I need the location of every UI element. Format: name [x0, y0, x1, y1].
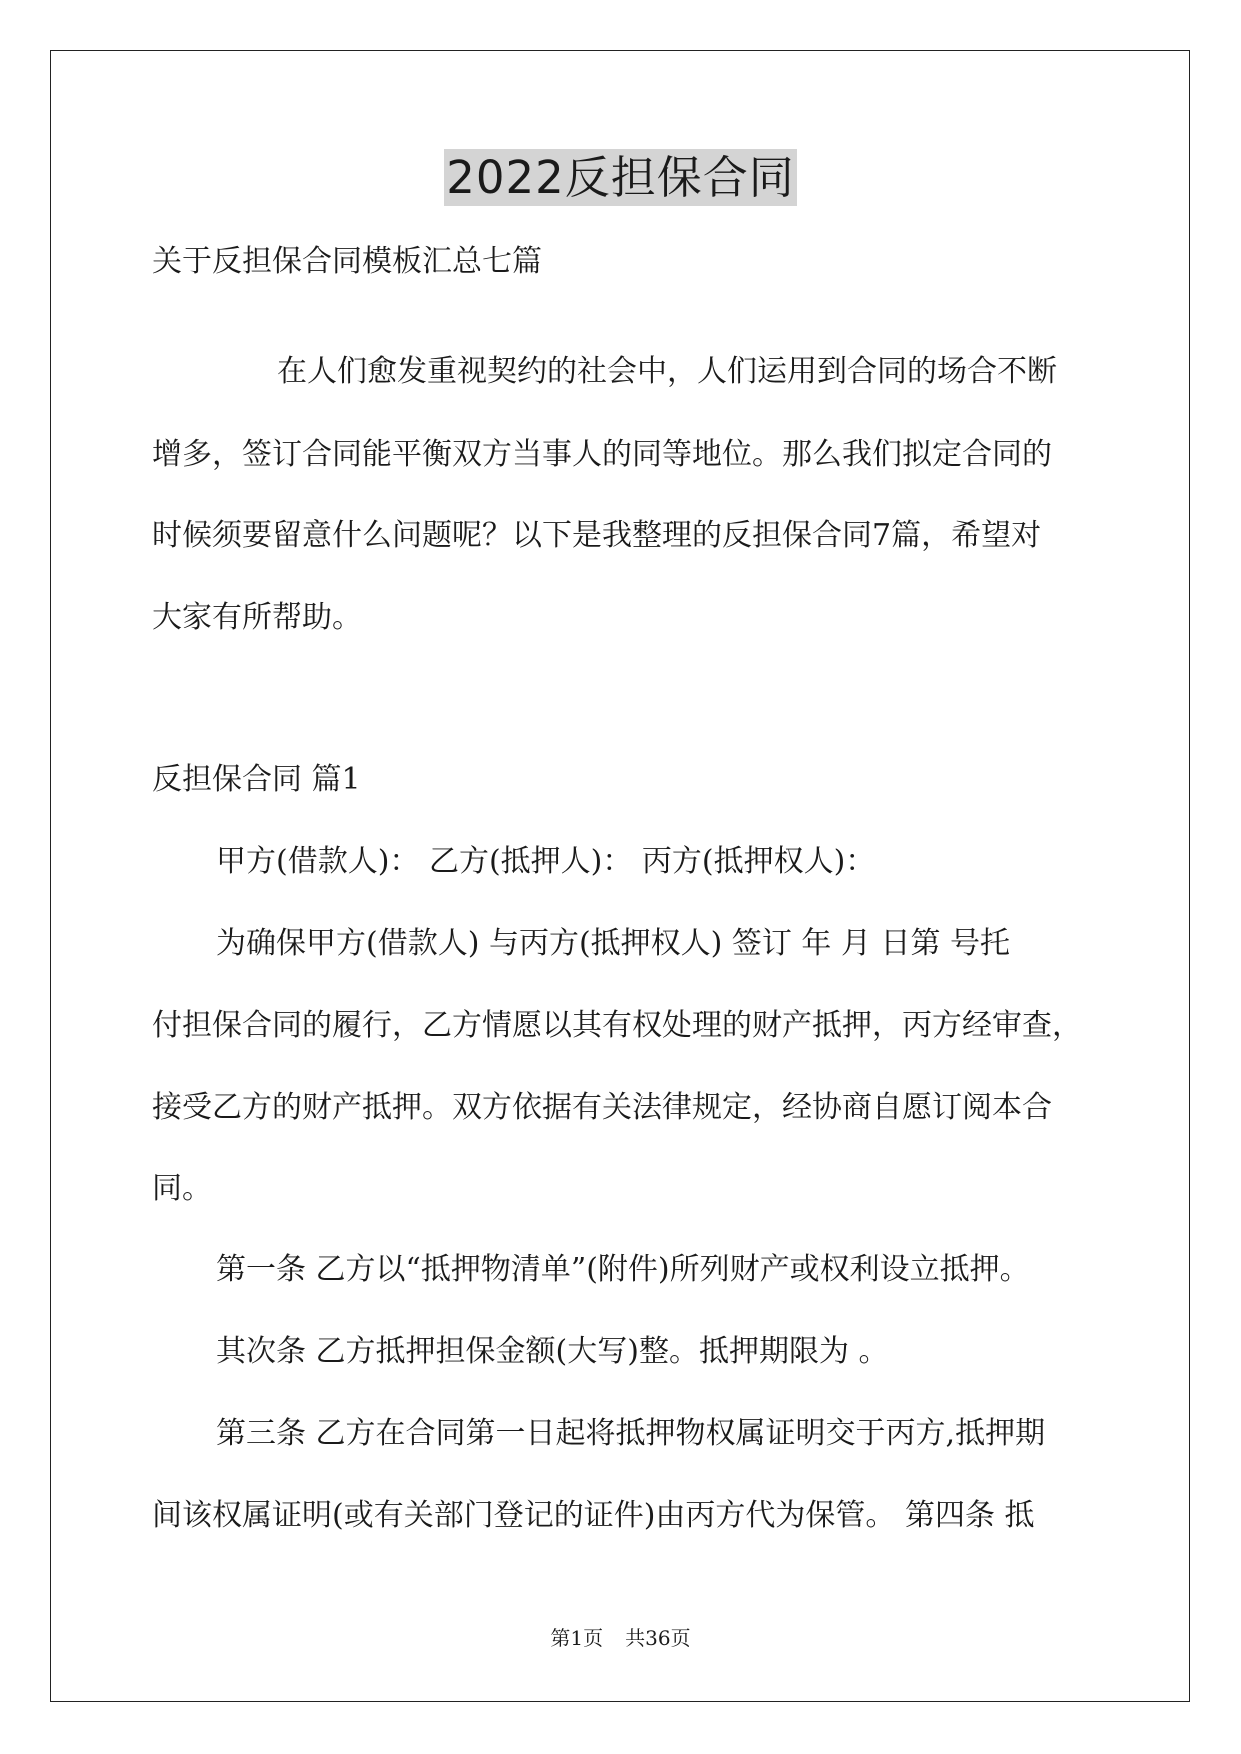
page-number: 第1页	[550, 1626, 604, 1650]
page-footer	[0, 1625, 1241, 1651]
clause-2: 其次条 乙方抵押担保金额(大写)整。抵押期限为 。	[216, 1334, 889, 1369]
parties-line: 甲方(借款人)： 乙方(抵押人)： 丙方(抵押权人)：	[216, 844, 876, 879]
preamble-line-4: 同。	[152, 1171, 212, 1206]
section-heading: 反担保合同 篇1	[152, 762, 361, 797]
preamble-line-1: 为确保甲方(借款人) 与丙方(抵押权人) 签订 年 月 日第 号托	[216, 926, 1011, 961]
clause-1: 第一条 乙方以“抵押物清单”(附件)所列财产或权利设立抵押。	[216, 1252, 1030, 1287]
page-total: 共36页	[625, 1626, 691, 1650]
preamble-line-2: 付担保合同的履行，乙方情愿以其有权处理的财产抵押，丙方经审查，	[152, 1008, 1082, 1043]
intro-line-4: 大家有所帮助。	[152, 600, 362, 635]
document-subtitle: 关于反担保合同模板汇总七篇	[152, 244, 542, 279]
intro-line-3: 时候须要留意什么问题呢？以下是我整理的反担保合同7篇，希望对	[152, 518, 1042, 553]
clause-3-line-2: 间该权属证明(或有关部门登记的证件)由丙方代为保管。 第四条 抵	[152, 1498, 1035, 1533]
intro-line-2: 增多，签订合同能平衡双方当事人的同等地位。那么我们拟定合同的	[152, 437, 1052, 472]
document-title: 2022反担保合同	[446, 151, 795, 204]
clause-3-line-1: 第三条 乙方在合同第一日起将抵押物权属证明交于丙方,抵押期	[216, 1416, 1046, 1451]
preamble-line-3: 接受乙方的财产抵押。双方依据有关法律规定，经协商自愿订阅本合	[152, 1090, 1052, 1125]
intro-line-1: 在人们愈发重视契约的社会中，人们运用到合同的场合不断	[277, 354, 1057, 389]
